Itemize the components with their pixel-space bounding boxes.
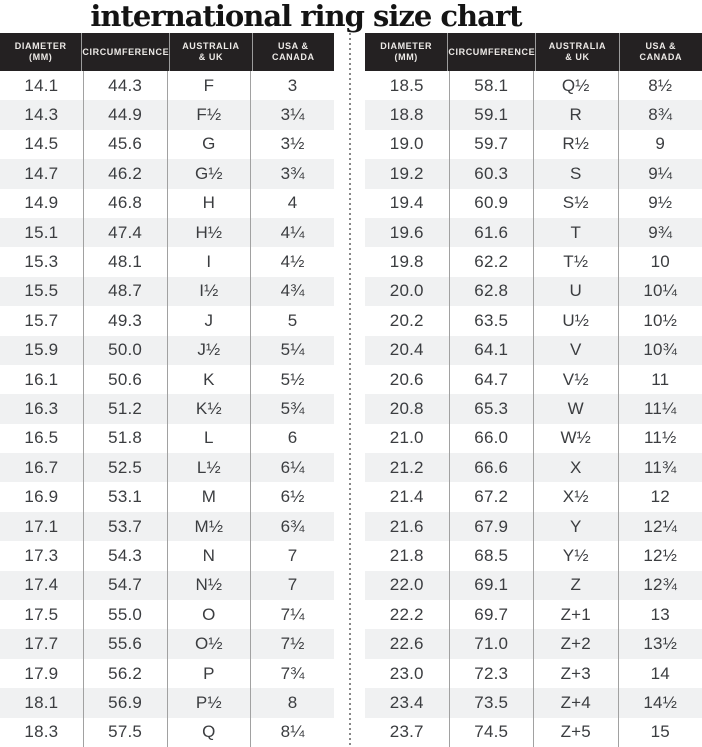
column-header-usa-canada xyxy=(253,33,334,71)
table-cell: G xyxy=(168,130,252,159)
table-cell: 46.2 xyxy=(84,159,168,188)
table-cell: 21.0 xyxy=(365,424,450,453)
table-cell: 9½ xyxy=(648,193,673,213)
table-cell: 9¾ xyxy=(648,222,673,242)
table-cell: 3¾ xyxy=(280,163,305,183)
table-cell: 5 xyxy=(287,310,298,330)
table-row xyxy=(0,394,334,423)
table-row xyxy=(365,218,702,247)
table-cell: S xyxy=(534,159,619,188)
column-header-circumference xyxy=(448,33,536,71)
table-cell: 60.9 xyxy=(450,189,535,218)
table-cell: 10¾ xyxy=(643,340,678,360)
table-cell: 14.9 xyxy=(0,189,84,218)
table-cell: 7 xyxy=(287,575,298,595)
table-cell: 18.3 xyxy=(0,718,84,747)
table-cell: 3 xyxy=(287,75,298,95)
header-label-line: DIAMETER xyxy=(14,41,67,51)
table-cell: 51.8 xyxy=(84,424,168,453)
table-cell: 54.3 xyxy=(84,541,168,570)
table-cell: 9¼ xyxy=(648,163,673,183)
table-row xyxy=(0,512,334,541)
table-row xyxy=(365,100,702,129)
table-cell: Z+4 xyxy=(534,688,619,717)
table-cell: N xyxy=(168,541,252,570)
table-row xyxy=(0,659,334,688)
table-cell: 7½ xyxy=(280,634,305,654)
table-cell: 10½ xyxy=(643,310,678,330)
table-cell: 19.2 xyxy=(365,159,450,188)
table-cell: L xyxy=(168,424,252,453)
table-cell: 15.9 xyxy=(0,336,84,365)
table-row xyxy=(365,688,702,717)
table-cell: 74.5 xyxy=(450,718,535,747)
table-cell: 44.9 xyxy=(84,100,168,129)
table-cell: R xyxy=(534,100,619,129)
table-row xyxy=(365,336,702,365)
table-cell: 16.3 xyxy=(0,394,84,423)
table-cell: 12 xyxy=(650,487,670,507)
dotted-divider xyxy=(349,33,351,747)
table-row xyxy=(365,247,702,276)
table-body-left xyxy=(0,71,334,747)
table-cell: 69.1 xyxy=(450,571,535,600)
table-cell: 46.8 xyxy=(84,189,168,218)
table-cell: 3¼ xyxy=(280,105,305,125)
table-cell: 64.7 xyxy=(450,365,535,394)
table-cell: 17.5 xyxy=(0,600,84,629)
table-cell: 12¾ xyxy=(643,575,678,595)
table-cell: 51.2 xyxy=(84,394,168,423)
table-cell: 65.3 xyxy=(450,394,535,423)
table-cell: L½ xyxy=(168,453,252,482)
table-cell: 23.7 xyxy=(365,718,450,747)
table-cell: Y xyxy=(534,512,619,541)
table-cell: 17.3 xyxy=(0,541,84,570)
header-label-line: CANADA xyxy=(271,52,315,62)
table-row xyxy=(365,512,702,541)
table-cell: I xyxy=(168,247,252,276)
table-cell: 8½ xyxy=(648,75,673,95)
table-cell: 16.1 xyxy=(0,365,84,394)
table-cell: H½ xyxy=(168,218,252,247)
table-cell: 23.4 xyxy=(365,688,450,717)
table-cell: 53.1 xyxy=(84,482,168,511)
table-header-row-right xyxy=(365,33,702,71)
table-cell: I½ xyxy=(168,277,252,306)
table-cell: P xyxy=(168,659,252,688)
table-cell: 72.3 xyxy=(450,659,535,688)
table-cell: 3½ xyxy=(280,134,305,154)
table-cell: 4 xyxy=(287,193,298,213)
table-row xyxy=(365,277,702,306)
ring-size-table-left xyxy=(0,33,334,747)
table-cell: 59.1 xyxy=(450,100,535,129)
table-row xyxy=(0,71,334,100)
table-cell: 20.8 xyxy=(365,394,450,423)
table-row xyxy=(365,718,702,747)
table-cell: 69.7 xyxy=(450,600,535,629)
table-cell: W½ xyxy=(534,424,619,453)
table-cell: 8¾ xyxy=(648,105,673,125)
table-cell: 64.1 xyxy=(450,336,535,365)
table-cell: 10 xyxy=(650,252,670,272)
table-cell: Z+2 xyxy=(534,629,619,658)
table-cell: F½ xyxy=(168,100,252,129)
table-cell: 16.7 xyxy=(0,453,84,482)
table-row xyxy=(365,424,702,453)
table-cell: 49.3 xyxy=(84,306,168,335)
table-row xyxy=(365,659,702,688)
table-cell: X xyxy=(534,453,619,482)
header-label-line: CIRCUMFERENCE xyxy=(82,46,170,57)
table-cell: 14 xyxy=(650,663,670,683)
table-cell: 17.4 xyxy=(0,571,84,600)
header-label-line: DIAMETER xyxy=(380,41,433,51)
table-row xyxy=(365,306,702,335)
table-cell: 66.6 xyxy=(450,453,535,482)
column-header-usa-canada xyxy=(620,33,702,71)
table-cell: Z xyxy=(534,571,619,600)
header-label-line: (MM) xyxy=(394,52,418,62)
table-cell: 18.8 xyxy=(365,100,450,129)
header-label-line: AUSTRALIA xyxy=(548,41,607,51)
table-cell: 11¾ xyxy=(644,457,677,477)
table-row xyxy=(0,277,334,306)
table-row xyxy=(365,482,702,511)
table-cell: 5¼ xyxy=(280,340,305,360)
header-label-line: CANADA xyxy=(639,52,683,62)
table-cell: 18.1 xyxy=(0,688,84,717)
table-body-right xyxy=(365,71,702,747)
table-row xyxy=(0,424,334,453)
table-cell: 44.3 xyxy=(84,71,168,100)
table-row xyxy=(0,336,334,365)
table-cell: 59.7 xyxy=(450,130,535,159)
table-cell: 67.2 xyxy=(450,482,535,511)
table-cell: 8¼ xyxy=(280,722,305,742)
table-row xyxy=(365,159,702,188)
table-cell: 5½ xyxy=(280,369,305,389)
table-cell: F xyxy=(168,71,252,100)
header-label-line: CIRCUMFERENCE xyxy=(448,46,536,57)
table-cell: 6¾ xyxy=(280,516,305,536)
table-row xyxy=(365,571,702,600)
table-row xyxy=(0,189,334,218)
table-cell: 6 xyxy=(287,428,298,448)
table-cell: H xyxy=(168,189,252,218)
table-cell: 50.0 xyxy=(84,336,168,365)
table-cell: R½ xyxy=(534,130,619,159)
table-cell: W xyxy=(534,394,619,423)
table-cell: 21.2 xyxy=(365,453,450,482)
table-cell: J xyxy=(168,306,252,335)
table-row xyxy=(365,189,702,218)
table-cell: 14.1 xyxy=(0,71,84,100)
table-cell: M xyxy=(168,482,252,511)
table-cell: 13½ xyxy=(643,634,678,654)
table-cell: 71.0 xyxy=(450,629,535,658)
table-cell: P½ xyxy=(168,688,252,717)
header-label-line: USA & xyxy=(277,41,309,51)
table-cell: 63.5 xyxy=(450,306,535,335)
table-cell: 4¾ xyxy=(280,281,305,301)
header-label-line: & UK xyxy=(198,52,224,62)
table-cell: 19.4 xyxy=(365,189,450,218)
table-cell: Y½ xyxy=(534,541,619,570)
table-cell: 22.2 xyxy=(365,600,450,629)
table-cell: 16.5 xyxy=(0,424,84,453)
table-cell: 17.7 xyxy=(0,629,84,658)
table-cell: 73.5 xyxy=(450,688,535,717)
table-cell: M½ xyxy=(168,512,252,541)
table-cell: 20.0 xyxy=(365,277,450,306)
table-row xyxy=(0,541,334,570)
column-header-diameter xyxy=(0,33,82,71)
table-row xyxy=(0,159,334,188)
table-cell: 48.7 xyxy=(84,277,168,306)
table-cell: 15.3 xyxy=(0,247,84,276)
table-cell: 6½ xyxy=(280,487,305,507)
table-cell: O xyxy=(168,600,252,629)
table-cell: Q½ xyxy=(534,71,619,100)
table-cell: 57.5 xyxy=(84,718,168,747)
table-cell: 14.5 xyxy=(0,130,84,159)
table-header-row-left xyxy=(0,33,334,71)
table-row xyxy=(0,100,334,129)
table-cell: 21.4 xyxy=(365,482,450,511)
table-cell: 22.0 xyxy=(365,571,450,600)
table-cell: 60.3 xyxy=(450,159,535,188)
table-cell: 11½ xyxy=(644,428,677,448)
table-cell: 7¾ xyxy=(280,663,305,683)
header-label-line: AUSTRALIA xyxy=(182,41,240,51)
table-row xyxy=(365,365,702,394)
table-cell: O½ xyxy=(168,629,252,658)
table-row xyxy=(365,541,702,570)
table-cell: 13 xyxy=(650,604,670,624)
table-cell: V½ xyxy=(534,365,619,394)
table-row xyxy=(365,629,702,658)
table-cell: 54.7 xyxy=(84,571,168,600)
table-cell: 19.6 xyxy=(365,218,450,247)
table-cell: 6¼ xyxy=(280,457,305,477)
table-row xyxy=(0,571,334,600)
table-cell: 52.5 xyxy=(84,453,168,482)
table-cell: Q xyxy=(168,718,252,747)
table-cell: 68.5 xyxy=(450,541,535,570)
table-cell: 4½ xyxy=(280,252,305,272)
table-row xyxy=(0,365,334,394)
table-cell: 14.7 xyxy=(0,159,84,188)
table-cell: 16.9 xyxy=(0,482,84,511)
table-cell: 66.0 xyxy=(450,424,535,453)
table-row xyxy=(0,218,334,247)
table-gap xyxy=(334,33,365,747)
table-cell: Z+3 xyxy=(534,659,619,688)
table-row xyxy=(0,688,334,717)
table-cell: 50.6 xyxy=(84,365,168,394)
table-cell: 12½ xyxy=(643,545,678,565)
table-row xyxy=(365,71,702,100)
header-label-line: USA & xyxy=(645,41,677,51)
table-cell: T xyxy=(534,218,619,247)
table-cell: U xyxy=(534,277,619,306)
table-cell: X½ xyxy=(534,482,619,511)
header-label-line: (MM) xyxy=(29,52,53,62)
table-cell: 55.6 xyxy=(84,629,168,658)
ring-size-table-right xyxy=(365,33,702,747)
table-cell: 61.6 xyxy=(450,218,535,247)
table-cell: 22.6 xyxy=(365,629,450,658)
table-cell: 20.2 xyxy=(365,306,450,335)
table-cell: V xyxy=(534,336,619,365)
table-cell: 15 xyxy=(650,722,670,742)
table-row xyxy=(0,482,334,511)
table-row xyxy=(0,247,334,276)
table-cell: 48.1 xyxy=(84,247,168,276)
table-cell: 7 xyxy=(287,545,298,565)
table-cell: 45.6 xyxy=(84,130,168,159)
table-row xyxy=(365,394,702,423)
table-cell: 23.0 xyxy=(365,659,450,688)
table-row xyxy=(0,306,334,335)
table-row xyxy=(0,629,334,658)
header-label-line: & UK xyxy=(565,52,590,62)
table-cell: 47.4 xyxy=(84,218,168,247)
table-row xyxy=(365,130,702,159)
column-header-australia-uk xyxy=(170,33,252,71)
table-cell: 56.9 xyxy=(84,688,168,717)
table-cell: 5¾ xyxy=(280,398,305,418)
table-cell: 11 xyxy=(651,369,670,389)
table-row xyxy=(365,600,702,629)
table-row xyxy=(0,130,334,159)
table-cell: 7¼ xyxy=(280,604,305,624)
column-header-diameter xyxy=(365,33,448,71)
table-cell: 58.1 xyxy=(450,71,535,100)
table-cell: 55.0 xyxy=(84,600,168,629)
table-cell: 4¼ xyxy=(280,222,305,242)
table-cell: 11¼ xyxy=(644,398,677,418)
table-cell: 8 xyxy=(287,692,298,712)
table-row xyxy=(0,453,334,482)
table-cell: T½ xyxy=(534,247,619,276)
table-cell: 21.6 xyxy=(365,512,450,541)
table-cell: 15.5 xyxy=(0,277,84,306)
table-cell: 15.1 xyxy=(0,218,84,247)
table-row xyxy=(365,453,702,482)
table-row xyxy=(0,600,334,629)
table-cell: 10¼ xyxy=(643,281,678,301)
column-header-circumference xyxy=(82,33,170,71)
table-cell: K xyxy=(168,365,252,394)
table-cell: J½ xyxy=(168,336,252,365)
table-cell: 17.1 xyxy=(0,512,84,541)
table-cell: G½ xyxy=(168,159,252,188)
table-cell: 19.0 xyxy=(365,130,450,159)
column-header-australia-uk xyxy=(536,33,619,71)
table-cell: 20.6 xyxy=(365,365,450,394)
table-cell: 21.8 xyxy=(365,541,450,570)
table-cell: 62.2 xyxy=(450,247,535,276)
table-cell: 53.7 xyxy=(84,512,168,541)
table-cell: 17.9 xyxy=(0,659,84,688)
table-cell: 9 xyxy=(655,134,666,154)
table-cell: 18.5 xyxy=(365,71,450,100)
table-cell: Z+1 xyxy=(534,600,619,629)
table-cell: 20.4 xyxy=(365,336,450,365)
table-cell: 15.7 xyxy=(0,306,84,335)
table-cell: 14½ xyxy=(643,692,678,712)
table-cell: 56.2 xyxy=(84,659,168,688)
table-cell: Z+5 xyxy=(534,718,619,747)
table-cell: N½ xyxy=(168,571,252,600)
table-cell: 12¼ xyxy=(643,516,678,536)
table-cell: 62.8 xyxy=(450,277,535,306)
table-cell: U½ xyxy=(534,306,619,335)
tables-area xyxy=(0,33,702,747)
page-title: international ring size chart xyxy=(90,0,522,33)
table-cell: 19.8 xyxy=(365,247,450,276)
table-cell: K½ xyxy=(168,394,252,423)
table-row xyxy=(0,718,334,747)
table-cell: 14.3 xyxy=(0,100,84,129)
table-cell: 67.9 xyxy=(450,512,535,541)
table-cell: S½ xyxy=(534,189,619,218)
